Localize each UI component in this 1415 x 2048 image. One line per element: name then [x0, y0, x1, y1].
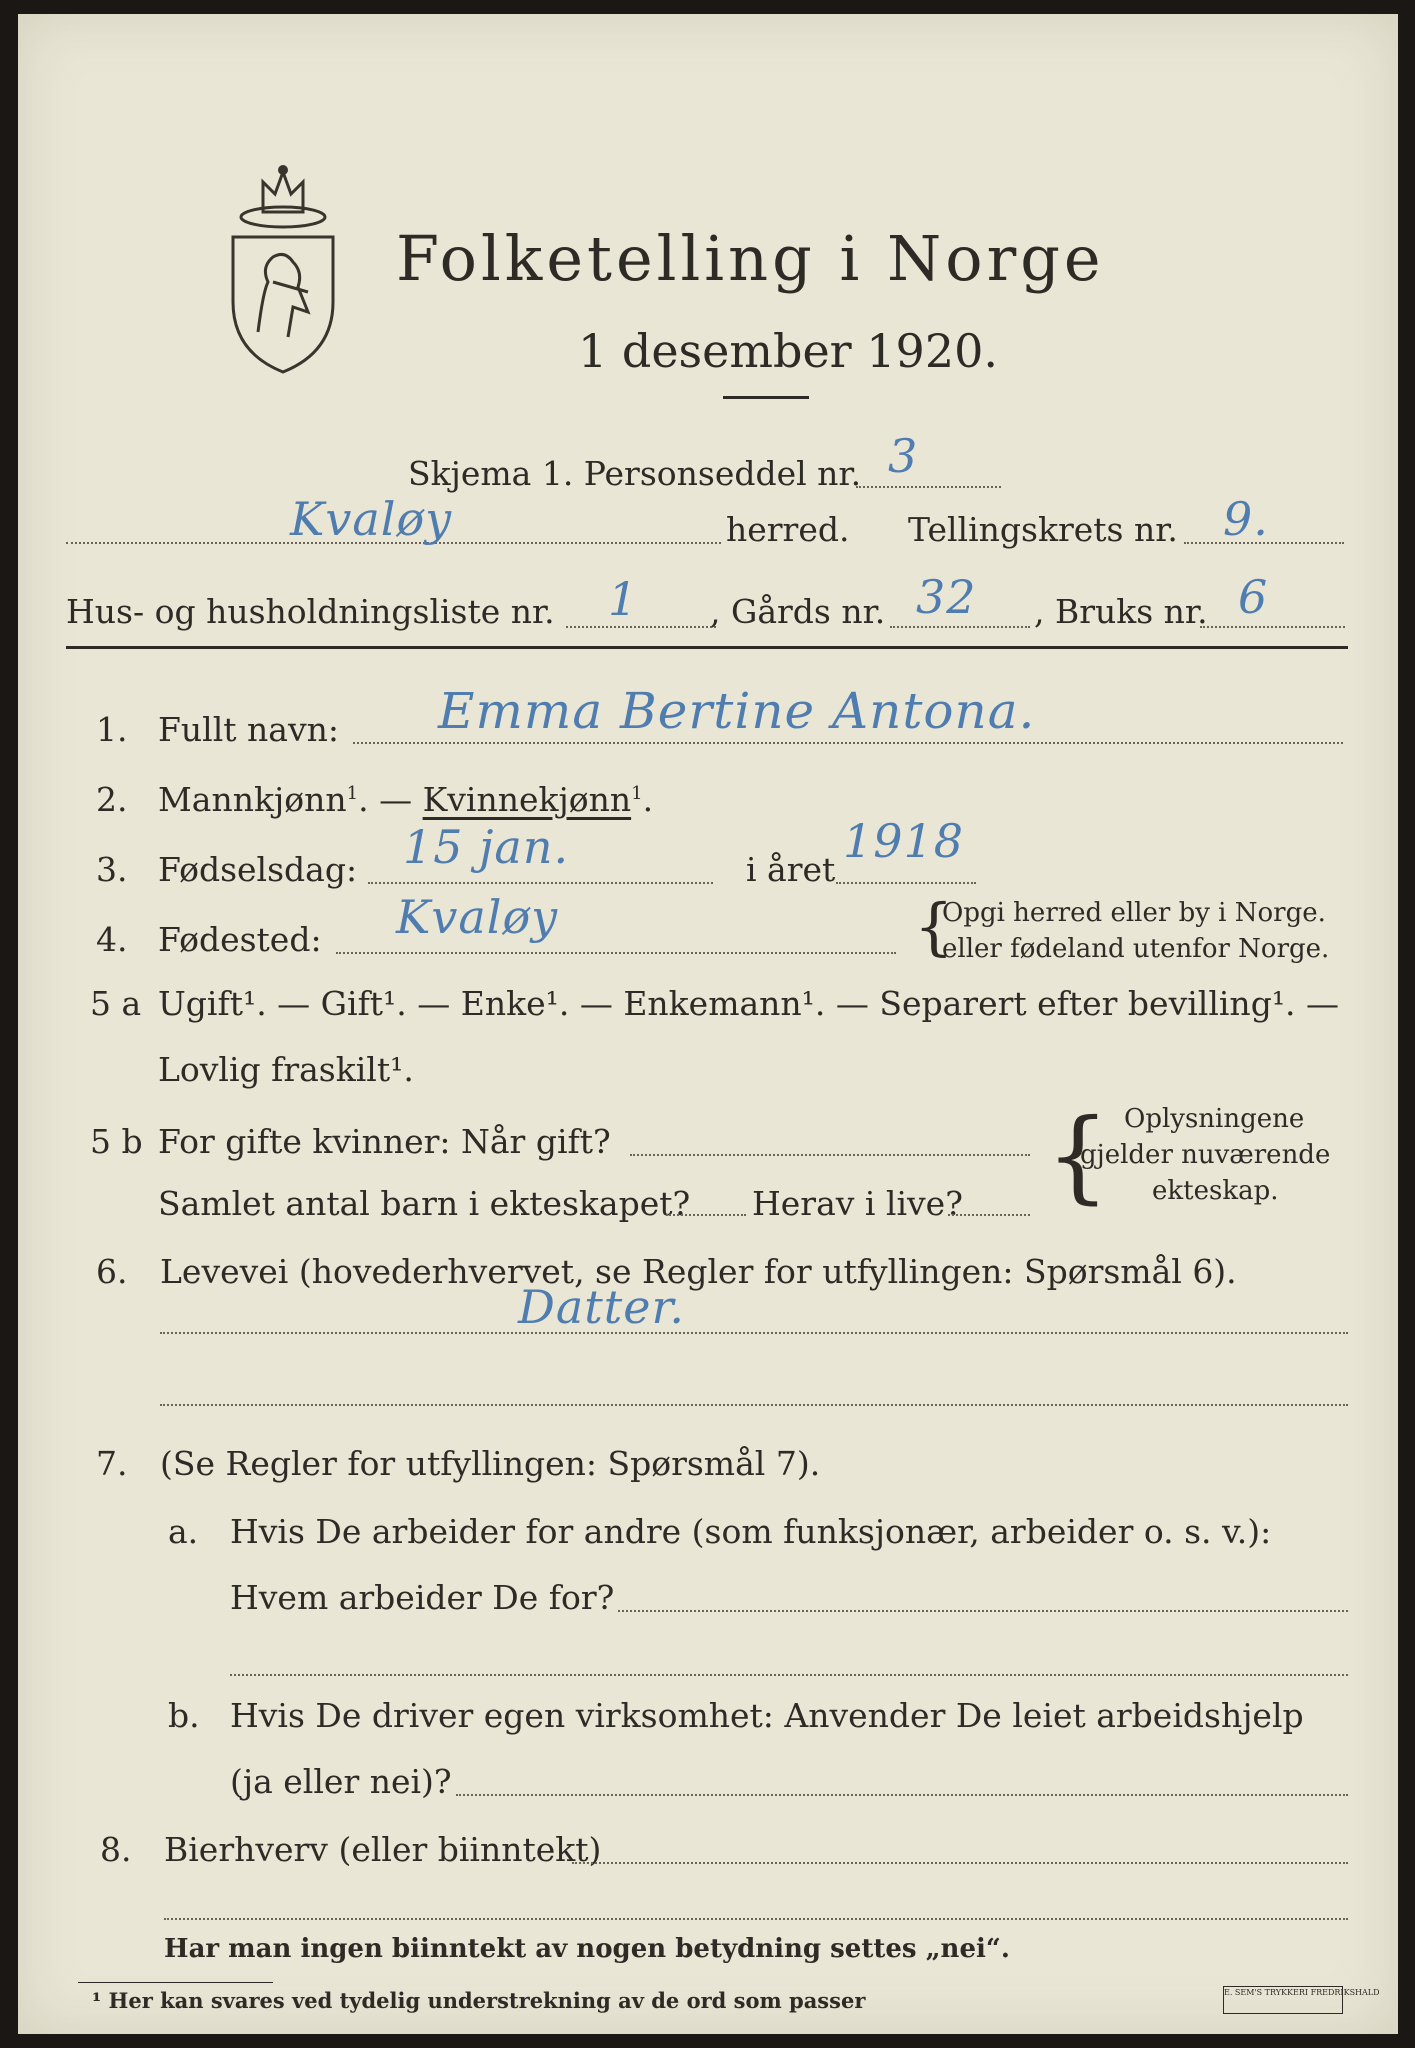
q7a-answer-line-1: [618, 1610, 1348, 1612]
footnote: ¹ Her kan svares ved tydelig understrekning av de ord som passer: [92, 1988, 866, 2013]
q6-value: Datter.: [518, 1280, 686, 1334]
q3-label: Fødselsdag:: [158, 850, 358, 889]
q7a-answer-line-2: [230, 1674, 1348, 1676]
title-divider: [723, 396, 809, 399]
q5b-gift-line: [630, 1154, 1030, 1156]
q3-year-line: [836, 882, 976, 884]
gards-label: , Gårds nr.: [710, 592, 886, 631]
q1-line: [353, 742, 1343, 744]
q7-label: (Se Regler for utfyllingen: Spørsmål 7).: [160, 1444, 821, 1483]
q5b-line2a: Samlet antal barn i ekteskapet?: [158, 1184, 691, 1223]
q8-answer-line-2: [164, 1918, 1348, 1920]
q3-year-value: 1918: [843, 814, 965, 868]
q4-brace: {: [914, 890, 954, 963]
q2-end: .: [642, 780, 654, 819]
bruks-line: [1200, 626, 1345, 628]
q7a-line1: Hvis De arbeider for andre (som funksjonær, arbeider o. s. v.):: [230, 1512, 1272, 1551]
q8-answer-line-1: [572, 1862, 1348, 1864]
coat-of-arms-icon: [223, 162, 343, 377]
q7b-line1: Hvis De driver egen virksomhet: Anvender De leiet arbeidshjelp: [230, 1696, 1304, 1735]
schema-number-value: 3: [888, 429, 919, 483]
q3-date-line: [368, 882, 713, 884]
tellingskrets-label: Tellingskrets nr.: [908, 510, 1178, 549]
q5b-barn-line: [666, 1214, 746, 1216]
q5b-live-line: [948, 1214, 1030, 1216]
q5b-line1: For gifte kvinner: Når gift?: [158, 1122, 611, 1161]
q4-label: Fødested:: [158, 920, 322, 959]
form-date: 1 desember 1920.: [578, 324, 998, 378]
q8-label: Bierhverv (eller biinntekt): [164, 1830, 602, 1869]
tellingskrets-value: 9.: [1223, 492, 1269, 546]
q4-note-2: eller fødeland utenfor Norge.: [942, 934, 1330, 964]
q1-value: Emma Bertine Antona.: [438, 682, 1036, 740]
q2-male: Mannkjønn: [158, 780, 347, 819]
q5b-brace: {: [1046, 1097, 1110, 1214]
schema-label: Skjema 1. Personseddel nr.: [408, 454, 862, 493]
q1-number: 1.: [96, 710, 128, 749]
q4-line: [336, 952, 896, 954]
q3-year-label: i året: [746, 850, 836, 889]
q5a-number: 5 a: [90, 984, 142, 1023]
q4-note-1: Opgi herred eller by i Norge.: [942, 898, 1326, 928]
q5b-note-1: Oplysningene: [1124, 1104, 1305, 1134]
form-title: Folketelling i Norge: [396, 222, 1105, 295]
gards-line: [890, 626, 1030, 628]
q5b-number: 5 b: [90, 1122, 143, 1161]
hus-label: Hus- og husholdningsliste nr.: [66, 592, 555, 631]
herred-value: Kvaløy: [290, 492, 453, 546]
bruks-label: , Bruks nr.: [1034, 592, 1208, 631]
printer-mark: [1223, 1986, 1380, 2014]
printer-text: E. SEM'S TRYKKERI FREDRIKSHALD: [1224, 1988, 1380, 1997]
census-form: [18, 14, 1398, 2034]
q7b-line2: (ja eller nei)?: [230, 1762, 452, 1801]
q4-value: Kvaløy: [396, 890, 559, 944]
header-rule: [66, 646, 1348, 649]
footnote-rule: [78, 1982, 273, 1983]
q7a-number: a.: [168, 1512, 199, 1551]
q8-number: 8.: [100, 1830, 132, 1869]
q6-line-2: [160, 1404, 1348, 1406]
footer-note: Har man ingen biinntekt av nogen betydning settes „nei“.: [164, 1934, 1010, 1964]
gards-value: 32: [916, 570, 977, 624]
q2-female: Kvinnekjønn: [422, 780, 632, 819]
q2-separator: . —: [358, 780, 413, 819]
q7b-number: b.: [168, 1696, 200, 1735]
q2-number: 2.: [96, 780, 128, 819]
q3-number: 3.: [96, 850, 128, 889]
hus-line: [566, 626, 716, 628]
bruks-value: 6: [1238, 570, 1269, 624]
q4-number: 4.: [96, 920, 128, 959]
q7b-answer-line: [456, 1794, 1348, 1796]
q6-line-1: [160, 1332, 1348, 1334]
q7a-line2: Hvem arbeider De for?: [230, 1578, 615, 1617]
q5b-note-2: gjelder nuværende: [1080, 1140, 1331, 1170]
q5b-note-3: ekteskap.: [1152, 1176, 1279, 1206]
q5b-line2b: Herav i live?: [752, 1184, 963, 1223]
herred-label: herred.: [726, 510, 850, 549]
hus-value: 1: [608, 572, 639, 626]
q5a-line2: Lovlig fraskilt¹.: [158, 1050, 414, 1089]
q3-date-value: 15 jan.: [403, 820, 570, 874]
q7-number: 7.: [96, 1444, 128, 1483]
schema-number-line: [856, 486, 1001, 488]
q1-label: Fullt navn:: [158, 710, 339, 749]
q5a-line1: Ugift¹. — Gift¹. — Enke¹. — Enkemann¹. — Separert efter bevilling¹. —: [158, 984, 1340, 1023]
q6-number: 6.: [96, 1252, 128, 1291]
q2-options: Mannkjønn$^1$. — Kvinnekjønn$^1$.: [158, 780, 654, 819]
q6-label: Levevei (hovederhvervet, se Regler for utfyllingen: Spørsmål 6).: [160, 1252, 1237, 1291]
